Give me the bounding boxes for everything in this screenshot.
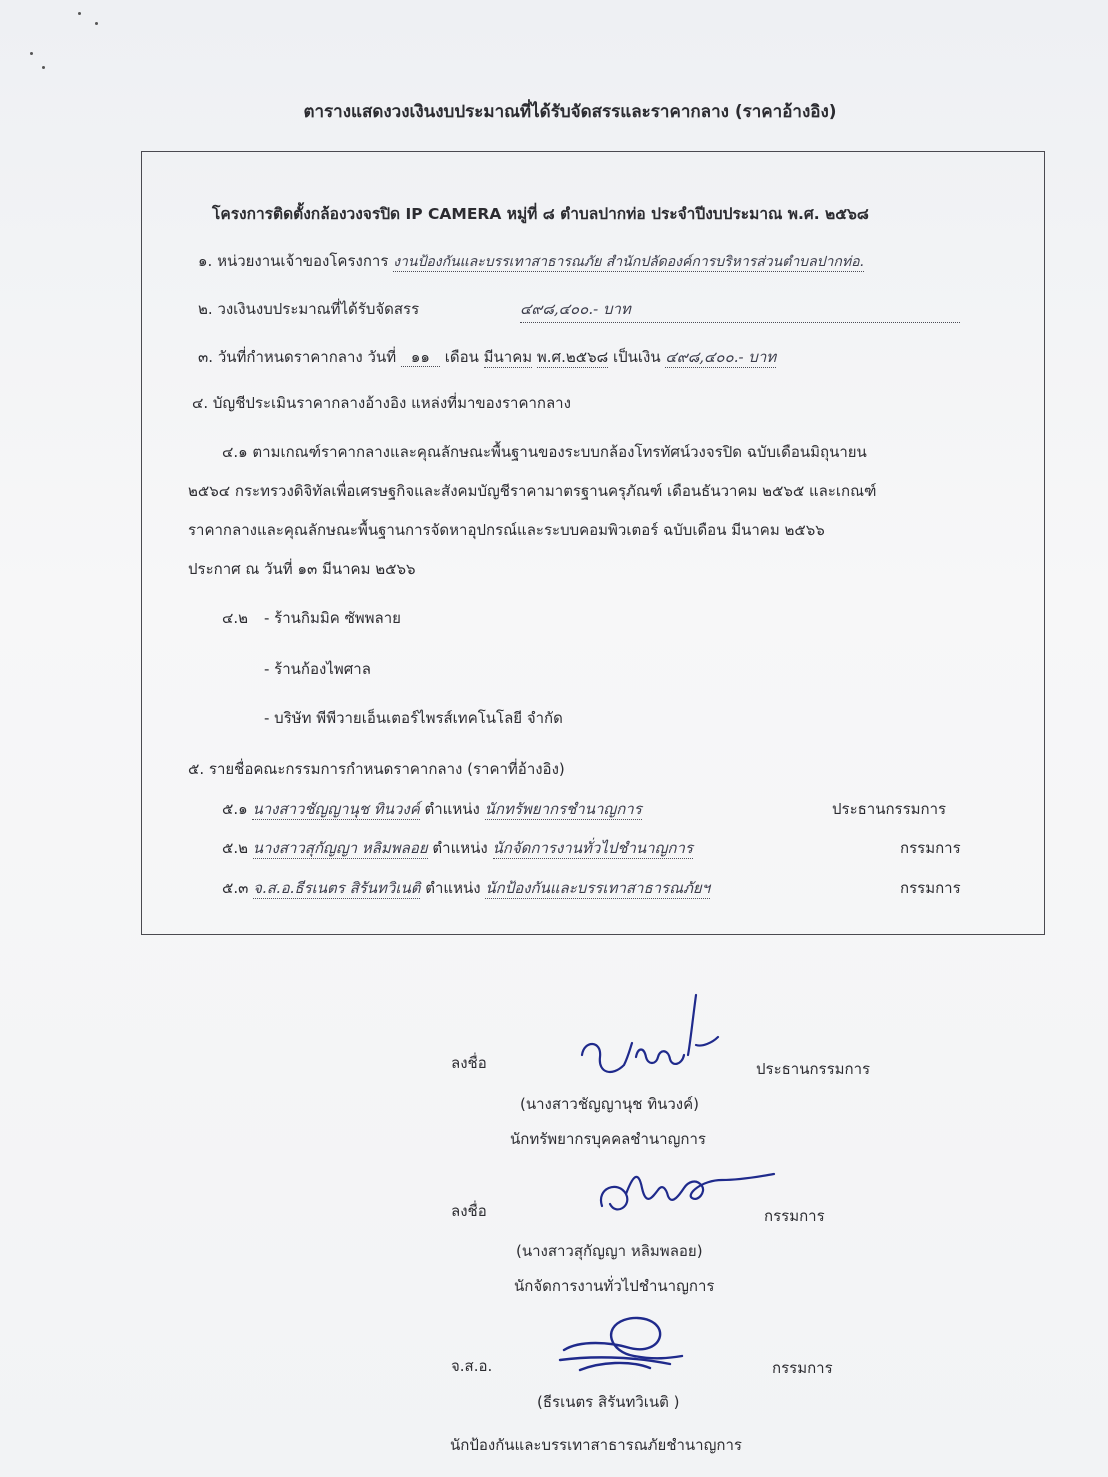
signature-title: นักป้องกันและบรรเทาสาธารณภัยชำนาญการ	[450, 1436, 742, 1454]
shop-item: - ร้านก้องไพศาล	[264, 660, 371, 678]
item-4-1-line: ๒๕๖๔ กระทรวงดิจิทัลเพื่อเศรษฐกิจและสังคมบัญชีราคามาตรฐานครุภัณฑ์ เดือนธันวาคม ๒๕๖๕ และเกณฑ์	[188, 482, 877, 500]
signature-title: นักทรัพยากรบุคคลชำนาญการ	[510, 1130, 706, 1148]
paper-speck	[78, 12, 81, 15]
project-heading: โครงการติดตั้งกล้องวงจรปิด IP CAMERA หมู่ที่ ๘ ตำบลปากท่อ ประจำปีงบประมาณ พ.ศ. ๒๕๖๘	[212, 205, 869, 223]
signature-committee-2	[550, 1300, 700, 1390]
signature-prefix: ลงชื่อ	[451, 1054, 487, 1072]
item-3-year: พ.ศ.๒๕๖๘	[536, 348, 609, 366]
item-1-label: หน่วยงานเจ้าของโครงการ	[217, 252, 389, 270]
item-4-1-line: ๔.๑ ตามเกณฑ์ราคากลางและคุณลักษณะพื้นฐานของระบบกล้องโทรทัศน์วงจรปิด ฉบับเดือนมิถุนายน	[222, 443, 867, 461]
signature-chairperson	[572, 985, 732, 1085]
member-role: กรรมการ	[900, 839, 961, 857]
item-4	[192, 391, 571, 415]
member-name: นางสาวสุกัญญา หลิมพลอย	[252, 839, 428, 857]
signature-role: กรรมการ	[772, 1359, 833, 1377]
item-1-value: งานป้องกันและบรรเทาสาธารณภัย สำนักปลัดองค์การบริหารส่วนตำบลปากท่อ.	[393, 254, 864, 270]
paper-speck	[30, 52, 33, 55]
item-3-amount: ๔๙๘,๔๐๐.- บาท	[665, 348, 777, 366]
item-4-label: บัญชีประเมินราคากลางอ้างอิง แหล่งที่มาของราคากลาง	[212, 394, 571, 412]
item-2-number: ๒.	[198, 300, 213, 318]
item-5-number: ๕.	[188, 760, 205, 778]
signature-title: นักจัดการงานทั่วไปชำนาญการ	[514, 1277, 715, 1295]
item-5-label: รายชื่อคณะกรรมการกำหนดราคากลาง (ราคาที่อ้างอิง)	[208, 760, 565, 778]
document-title: ตารางแสดงวงเงินงบประมาณที่ได้รับจัดสรรและราคากลาง (ราคาอ้างอิง)	[303, 102, 837, 122]
item-4-1-line: ประกาศ ณ วันที่ ๑๓ มีนาคม ๒๕๖๖	[188, 560, 416, 578]
item-3-amount-label: เป็นเงิน	[612, 348, 661, 366]
member-number: ๕.๓	[222, 879, 249, 897]
paper-speck	[95, 22, 98, 25]
item-2-label: วงเงินงบประมาณที่ได้รับจัดสรร	[217, 300, 420, 318]
signature-name: (นางสาวสุกัญญา หลิมพลอย)	[516, 1242, 703, 1260]
item-3	[198, 345, 776, 369]
signature-name: (ธีรเนตร สิรันทวิเนติ )	[537, 1393, 680, 1411]
member-position: นักทรัพยากรชำนาญการ	[484, 800, 642, 818]
signature-role: กรรมการ	[764, 1207, 825, 1225]
signature-name: (นางสาวชัญญานุช ทินวงค์)	[520, 1095, 699, 1113]
item-3-label: วันที่กำหนดราคากลาง	[217, 348, 363, 366]
member-number: ๕.๒	[222, 839, 249, 857]
member-position: นักป้องกันและบรรเทาสาธารณภัยฯ	[485, 879, 711, 897]
item-4-1-line: ราคากลางและคุณลักษณะพื้นฐานการจัดหาอุปกรณ์และระบบคอมพิวเตอร์ ฉบับเดือน มีนาคม ๒๕๖๖	[188, 521, 825, 539]
shop-item: - บริษัท พีพีวายเอ็นเตอร์ไพรส์เทคโนโลยี จำกัด	[264, 709, 563, 727]
member-position-label: ตำแหน่ง	[424, 800, 480, 818]
item-4-number: ๔.	[192, 394, 209, 412]
item-2	[198, 297, 419, 321]
member-number: ๕.๑	[222, 800, 248, 818]
member-position-label: ตำแหน่ง	[425, 879, 481, 897]
committee-member	[222, 876, 710, 900]
item-1	[198, 249, 864, 273]
shop-item: - ร้านกิมมิค ซัพพลาย	[264, 609, 401, 627]
member-role: ประธานกรรมการ	[832, 800, 947, 818]
signature-prefix: จ.ส.อ.	[451, 1357, 493, 1375]
committee-member	[222, 836, 693, 860]
item-2-value: ๔๙๘,๔๐๐.- บาท	[520, 297, 960, 323]
item-3-day: ๑๑	[401, 348, 440, 367]
signature-role: ประธานกรรมการ	[756, 1060, 871, 1078]
member-role: กรรมการ	[900, 879, 961, 897]
item-1-number: ๑.	[198, 252, 213, 270]
item-3-month: มีนาคม	[483, 348, 533, 366]
committee-member	[222, 797, 642, 821]
item-4-2-number: ๔.๒	[222, 609, 249, 627]
item-3-day-label: วันที่	[367, 348, 397, 366]
paper-speck	[42, 66, 45, 69]
item-3-number: ๓.	[198, 348, 214, 366]
member-name: นางสาวชัญญานุช ทินวงค์	[252, 800, 420, 818]
member-position: นักจัดการงานทั่วไปชำนาญการ	[492, 839, 693, 857]
member-name: จ.ส.อ.ธีรเนตร สิรันทวิเนติ	[253, 879, 421, 897]
item-3-month-label: เดือน	[444, 348, 479, 366]
signature-prefix: ลงชื่อ	[451, 1202, 487, 1220]
signature-committee-1	[592, 1158, 782, 1228]
member-position-label: ตำแหน่ง	[432, 839, 488, 857]
item-5	[188, 757, 565, 781]
